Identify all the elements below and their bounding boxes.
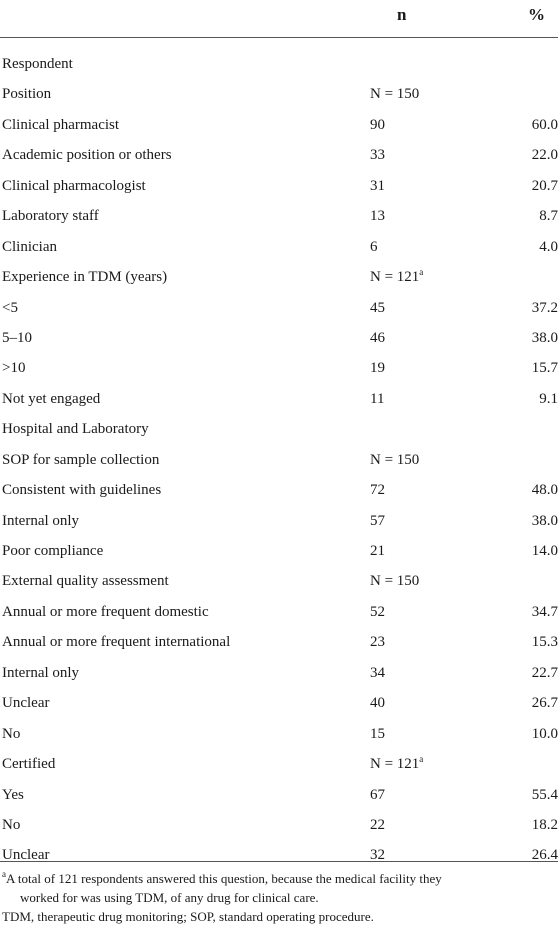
table-row	[0, 353, 558, 383]
table-bottom-rule	[0, 861, 558, 862]
row-percent: 22.7	[531, 664, 558, 681]
row-n-value: 33	[370, 147, 385, 164]
row-n-cell	[370, 506, 385, 536]
table-row	[0, 414, 558, 444]
row-n-value: 72	[370, 482, 385, 499]
row-n-cell	[370, 597, 385, 627]
row-n-cell	[370, 79, 419, 109]
row-label: SOP for sample collection	[2, 451, 160, 468]
table-row	[0, 110, 558, 140]
table-row	[0, 323, 558, 353]
row-n-value: 67	[370, 786, 385, 803]
row-n-value: 22	[370, 816, 385, 833]
row-label: Yes	[2, 786, 24, 803]
table-row	[0, 719, 558, 749]
row-n-cell	[370, 293, 385, 323]
row-n-cell	[370, 445, 419, 475]
row-label: >10	[2, 360, 26, 377]
row-percent: 55.4	[531, 786, 558, 803]
row-percent: 20.7	[531, 177, 558, 194]
row-n-value: N = 121	[370, 756, 420, 773]
table-row	[0, 201, 558, 231]
row-n-value: 13	[370, 208, 385, 225]
row-label: Clinical pharmacologist	[2, 177, 146, 194]
row-label: Annual or more frequent international	[2, 634, 231, 651]
row-percent: 38.0	[531, 329, 558, 346]
row-n-cell	[370, 749, 423, 779]
row-percent: 4.0	[539, 238, 558, 255]
table-row	[0, 232, 558, 262]
row-n-cell	[370, 232, 378, 262]
row-n-value: 31	[370, 177, 385, 194]
row-label: 5–10	[2, 329, 32, 346]
row-n-value: 19	[370, 360, 385, 377]
row-n-value: 45	[370, 299, 385, 316]
row-n-value: 52	[370, 603, 385, 620]
row-percent: 48.0	[531, 482, 558, 499]
table-row	[0, 293, 558, 323]
row-percent: 10.0	[531, 725, 558, 742]
row-label: Unclear	[2, 847, 50, 864]
table-row	[0, 140, 558, 170]
footnote-a-line2: worked for was using TDM, of any drug for clinical care.	[20, 890, 319, 905]
row-n-value: 34	[370, 664, 385, 681]
row-n-value: N = 150	[370, 573, 420, 590]
row-label: Certified	[2, 756, 56, 773]
footnote-a	[2, 869, 552, 907]
table-header	[0, 0, 558, 38]
row-percent: 8.7	[539, 208, 558, 225]
footnote-a-marker: a	[2, 869, 6, 879]
row-n-value: 23	[370, 634, 385, 651]
row-n-value: 11	[370, 390, 385, 407]
row-percent: 9.1	[539, 390, 558, 407]
table-row	[0, 840, 558, 870]
row-n-cell	[370, 384, 384, 414]
table-row	[0, 566, 558, 596]
row-label: Poor compliance	[2, 543, 104, 559]
table-row	[0, 627, 558, 657]
table-row	[0, 384, 558, 414]
row-label: Internal only	[2, 512, 80, 529]
row-n-value: 90	[370, 116, 385, 133]
row-n-cell	[370, 110, 385, 140]
row-label: No	[2, 816, 21, 833]
row-n-cell	[370, 719, 385, 749]
table-row	[0, 506, 558, 536]
row-percent: 26.4	[531, 847, 558, 864]
row-percent: 38.0	[531, 512, 558, 529]
row-percent: 26.7	[531, 695, 558, 712]
row-label: Consistent with guidelines	[2, 482, 162, 499]
row-n-cell	[370, 688, 385, 718]
row-label: No	[2, 725, 21, 742]
table-body	[0, 49, 558, 871]
row-label: Not yet engaged	[2, 390, 101, 407]
row-label: Unclear	[2, 695, 50, 712]
footnote-a-line1: A total of 121 respondents answered this question, because the medical facility they	[6, 871, 442, 886]
table-row	[0, 658, 558, 688]
footnote-marker: a	[419, 267, 424, 278]
table-row	[0, 475, 558, 505]
row-n-cell	[370, 780, 385, 810]
row-label: Clinician	[2, 238, 57, 255]
row-n-value: N = 121	[370, 269, 420, 286]
table-row	[0, 749, 558, 779]
table-row	[0, 79, 558, 109]
table-row	[0, 780, 558, 810]
row-n-value: 21	[370, 543, 385, 559]
row-label: External quality assessment	[2, 573, 169, 590]
row-n-cell	[370, 475, 385, 505]
row-percent: 18.2	[531, 816, 558, 833]
column-header-percent: %	[528, 5, 545, 24]
table-row	[0, 810, 558, 840]
row-label: Academic position or others	[2, 147, 172, 164]
row-n-cell	[370, 810, 385, 840]
row-n-cell	[370, 171, 385, 201]
table-row	[0, 597, 558, 627]
row-n-cell	[370, 536, 385, 566]
row-n-value: N = 150	[370, 86, 420, 103]
row-n-cell	[370, 566, 419, 596]
row-n-value: N = 150	[370, 451, 420, 468]
table-row	[0, 445, 558, 475]
table-row	[0, 171, 558, 201]
column-header-n: n	[397, 5, 407, 24]
row-n-value: 6	[370, 238, 378, 255]
row-percent: 15.3	[531, 634, 558, 651]
row-n-cell	[370, 201, 385, 231]
row-n-cell	[370, 658, 385, 688]
row-percent: 34.7	[531, 603, 558, 620]
row-n-cell	[370, 323, 385, 353]
row-label: Annual or more frequent domestic	[2, 603, 209, 620]
row-label: Hospital and Laboratory	[2, 421, 149, 438]
row-label: <5	[2, 299, 18, 316]
row-n-value: 40	[370, 695, 385, 712]
row-label: Position	[2, 86, 52, 103]
row-n-cell	[370, 353, 385, 383]
row-label: Respondent	[2, 56, 73, 72]
row-percent: 60.0	[531, 116, 558, 133]
row-label: Experience in TDM (years)	[2, 269, 168, 286]
row-n-cell	[370, 840, 385, 870]
table-footnotes	[2, 869, 552, 926]
row-n-cell	[370, 262, 423, 292]
table-row	[0, 688, 558, 718]
row-percent: 15.7	[531, 360, 558, 377]
row-percent: 22.0	[531, 147, 558, 164]
footnote-marker: a	[419, 754, 424, 765]
row-n-value: 57	[370, 512, 385, 529]
row-n-cell	[370, 140, 385, 170]
row-n-value: 15	[370, 725, 385, 742]
row-percent: 14.0	[531, 543, 558, 559]
footnote-abbreviations: TDM, therapeutic drug monitoring; SOP, standard operating procedure.	[2, 909, 374, 924]
row-n-cell	[370, 627, 385, 657]
table-row	[0, 536, 558, 566]
row-n-value: 32	[370, 847, 385, 864]
table-row	[0, 262, 558, 292]
row-label: Clinical pharmacist	[2, 116, 120, 133]
row-percent: 37.2	[531, 299, 558, 316]
table-row	[0, 49, 558, 79]
row-label: Internal only	[2, 664, 80, 681]
row-n-value: 46	[370, 329, 385, 346]
row-label: Laboratory staff	[2, 208, 99, 225]
